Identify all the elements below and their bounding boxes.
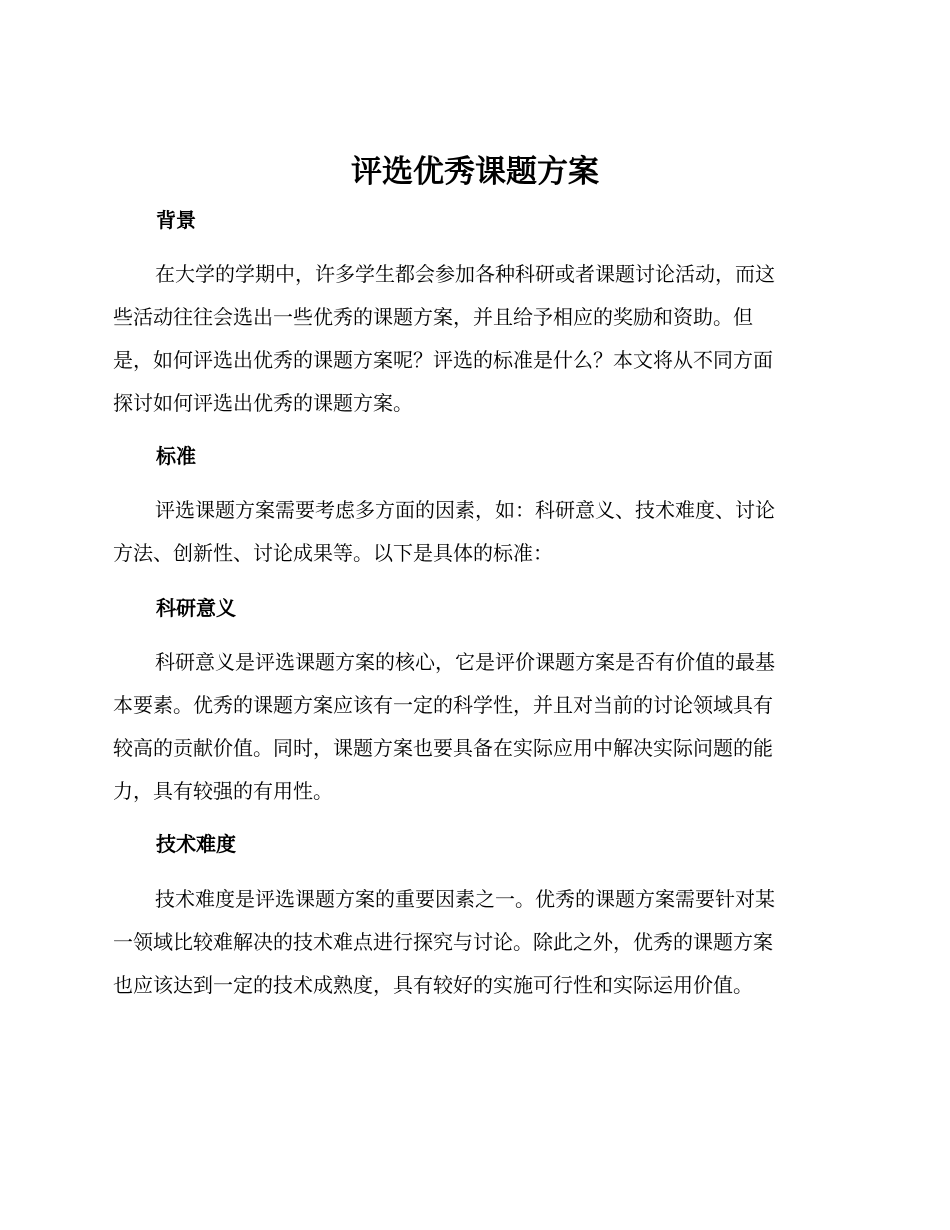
section-paragraph-criteria <box>113 489 833 575</box>
paragraph-line: 些活动往往会选出一些优秀的课题方案，并且给予相应的奖励和资助。但 <box>113 305 753 329</box>
paragraph-line: 科研意义是评选课题方案的核心，它是评价课题方案是否有价值的最基 <box>155 650 775 674</box>
paragraph-line: 是，如何评选出优秀的课题方案呢？评选的标准是什么？本文将从不同方面 <box>113 348 773 372</box>
paragraph-line: 技术难度是评选课题方案的重要因素之一。优秀的课题方案需要针对某 <box>155 887 775 911</box>
section-paragraph-technical-difficulty <box>113 878 833 1007</box>
paragraph-line: 也应该达到一定的技术成熟度，具有较好的实施可行性和实际运用价值。 <box>113 973 753 997</box>
paragraph-line: 方法、创新性、讨论成果等。以下是具体的标准： <box>113 541 553 565</box>
paragraph-line: 力，具有较强的有用性。 <box>113 779 333 803</box>
section-paragraph-research-significance <box>113 641 833 813</box>
section-heading-technical-difficulty: 技术难度 <box>156 832 236 856</box>
section-heading-criteria: 标准 <box>156 444 196 468</box>
paragraph-line: 本要素。优秀的课题方案应该有一定的科学性，并且对当前的讨论领域具有 <box>113 693 773 717</box>
paragraph-line: 较高的贡献价值。同时，课题方案也要具备在实际应用中解决实际问题的能 <box>113 736 773 760</box>
paragraph-line: 探讨如何评选出优秀的课题方案。 <box>113 391 413 415</box>
section-heading-background: 背景 <box>156 208 196 232</box>
section-paragraph-background <box>113 253 833 425</box>
paragraph-line: 在大学的学期中，许多学生都会参加各种科研或者课题讨论活动，而这 <box>155 262 775 286</box>
document-title: 评选优秀课题方案 <box>351 154 599 190</box>
section-heading-research-significance: 科研意义 <box>156 596 236 620</box>
paragraph-line: 评选课题方案需要考虑多方面的因素，如：科研意义、技术难度、讨论 <box>155 498 775 522</box>
paragraph-line: 一领域比较难解决的技术难点进行探究与讨论。除此之外，优秀的课题方案 <box>113 930 773 954</box>
